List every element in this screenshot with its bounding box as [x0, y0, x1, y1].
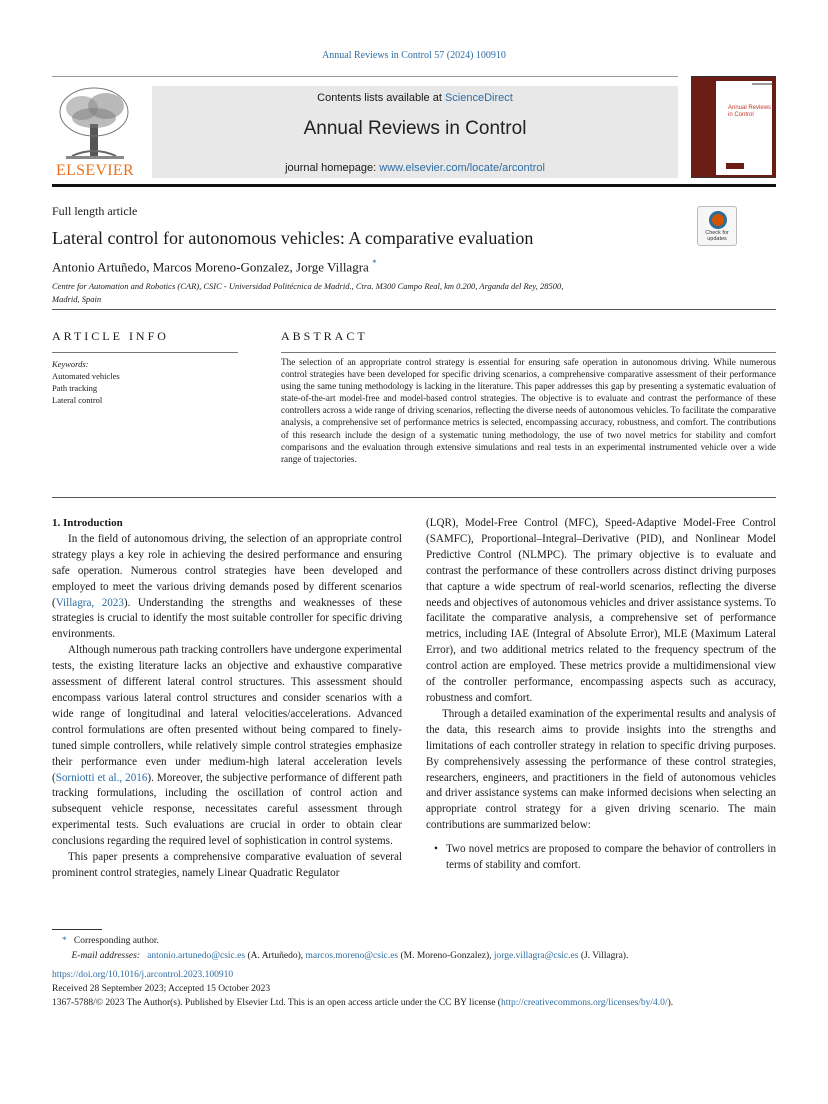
- article-title: Lateral control for autonomous vehicles: A comparative evaluation: [52, 228, 534, 248]
- bullet-mark: •: [434, 843, 438, 856]
- keywords-label: Keywords:: [52, 359, 89, 369]
- paragraph-text: ). Moreover, the subjective performance of different path tracking formulations, including the oscillation of control action and subsequent vehicle response, necessitates careful assessment through experimental tests. Such evaluations are crucial in order to obtain clear conclusions regarding the required level of sophistication in control systems.: [52, 771, 403, 848]
- email-link[interactable]: marcos.moreno@csic.es: [305, 951, 399, 961]
- journal-cover-thumbnail[interactable]: [691, 76, 776, 178]
- body-column-right: [426, 516, 776, 874]
- divider: [52, 497, 776, 498]
- paragraph: This paper presents a comprehensive comparative evaluation of several prominent control strategies, namely Linear Quadratic Regulator: [52, 851, 402, 879]
- email-link[interactable]: antonio.artunedo@csic.es: [147, 951, 246, 961]
- divider: [52, 309, 776, 310]
- paragraph-text: ). Understanding the strengths and weaknesses of these strategies is crucial to identify the most suitable controller for specific driving environments.: [52, 596, 402, 641]
- email-owner: (A. Artuñedo),: [245, 951, 306, 961]
- citation-link[interactable]: Villagra, 2023: [55, 596, 124, 609]
- doi-link[interactable]: https://doi.org/10.1016/j.arcontrol.2023.100910: [52, 970, 234, 980]
- journal-citation-link[interactable]: Annual Reviews in Control 57 (2024) 100910: [322, 50, 506, 61]
- homepage-prefix: journal homepage:: [285, 162, 380, 174]
- email-note: [62, 949, 628, 964]
- check-updates-label: Check for updates: [705, 230, 729, 242]
- section-heading: 1. Introduction: [52, 517, 123, 529]
- license-note: [52, 998, 673, 1008]
- paragraph: (LQR), Model-Free Control (MFC), Speed-Adaptive Model-Free Control (SAMFC), Proportional–Integral–Derivative (PID), and Nonlinear Model Predictive Control (NLMPC). The primary objective is to evaluate and contrast the performance of these controllers across distinct driving purposes that capture a wide spectrum of real-world scenarios, reflecting the diverse needs and objectives of autonomous vehicles and driver assistance systems. To facilitate the comparative analysis, a comprehensive set of performance metrics, including IAE (Integral of Absolute Error), MLE (Maximum Lateral Error), and two additional metrics related to the frequency spectrum of the control action are employed. These metrics provide a multidimensional view of the controller performance, encompassing aspects such as accuracy, robustness and comfort.: [426, 517, 776, 704]
- cover-detail: [752, 83, 772, 85]
- paragraph: [52, 643, 402, 850]
- paragraph-text: In the field of autonomous driving, the selection of an appropriate control strategy plays a key role in achieving the desired performance and ensuring safe operation. Numerous control strategies have been developed and employed to meet the various driving demands posed by different scenarios (: [52, 532, 402, 609]
- license-text: 1367-5788/© 2023 The Author(s). Published by Elsevier Ltd. This is an open access article under the CC BY license (: [52, 998, 501, 1008]
- paragraph-text: Although numerous path tracking controllers have undergone experimental tests, the existing literature lacks an objective and exhaustive comparative assessment of different lateral control structures. This assessment should encompass various lateral control structures and consider scenarios with a wide range of longitudinal and lateral velocities/accelerations. Advanced control formulations are often presented without being compared to finely-tuned simple controllers, while relatively simple control strategies emphasize their performance even under medium-high lateral acceleration levels (: [52, 644, 402, 784]
- sciencedirect-link[interactable]: ScienceDirect: [444, 92, 513, 104]
- author-affiliation: Centre for Automation and Robotics (CAR), CSIC - Universidad Politécnica de Madrid., Ctra. M300 Campo Real, km 0.200, Arganda del Rey, 28500, Madrid, Spain: [52, 281, 564, 304]
- keywords-block: [52, 358, 120, 406]
- footnotes: [62, 934, 628, 964]
- email-owner: (M. Moreno-Gonzalez),: [398, 951, 494, 961]
- cover-ifac-mark: [726, 163, 744, 169]
- check-for-updates-button[interactable]: [697, 206, 737, 246]
- check-updates-icon: [709, 211, 727, 229]
- email-label: E-mail addresses:: [71, 951, 141, 961]
- contents-prefix: Contents lists available at: [317, 92, 445, 104]
- journal-name: Annual Reviews in Control: [303, 118, 527, 139]
- citation-link[interactable]: Sorniotti et al., 2016: [55, 771, 148, 784]
- body-column-left: [52, 516, 402, 882]
- divider: [52, 76, 678, 77]
- paragraph: [52, 532, 402, 643]
- homepage-line: [152, 162, 678, 174]
- contents-line: [152, 92, 678, 104]
- cover-page: [716, 81, 772, 175]
- divider: [281, 352, 776, 353]
- footnote-star: *: [62, 936, 67, 946]
- contribution-bullet: [426, 842, 776, 874]
- email-owner: (J. Villagra).: [578, 951, 629, 961]
- article-type: Full length article: [52, 204, 138, 218]
- divider: [52, 352, 238, 353]
- journal-homepage-link[interactable]: www.elsevier.com/locate/arcontrol: [379, 162, 545, 174]
- corresponding-note: [62, 934, 628, 949]
- paragraph: Through a detailed examination of the experimental results and analysis of the data, this research aims to provide insights into the strengths and limitations of each controller strategy in relation to specific driving purposes. By comprehensively assessing the performance of these control strategies, researchers, engineers, and practitioners in the field of autonomous vehicles and driver assistance systems can make informed decisions when selecting an appropriate control strategy for a given driving scenario. The main contributions are summarized below:: [426, 707, 776, 832]
- article-info-heading: ARTICLE INFO: [52, 329, 169, 343]
- email-link[interactable]: jorge.villagra@csic.es: [493, 951, 579, 961]
- authors-names[interactable]: Antonio Artuñedo, Marcos Moreno-Gonzalez, Jorge Villagra: [52, 259, 369, 275]
- corresponding-text: Corresponding author.: [73, 936, 159, 946]
- received-dates: Received 28 September 2023; Accepted 15 October 2023: [52, 984, 271, 994]
- keyword: Path tracking: [52, 383, 98, 393]
- header-divider: [52, 184, 776, 187]
- abstract-text: The selection of an appropriate control strategy is essential for ensuring safe operation in autonomous driving. While numerous control strategies have been developed for specific driving scenarios, a comprehensive comparative assessment of their performance using the same tuning methodology is lacking in the literature. This paper addresses this gap by presenting a systematic evaluation of state-of-the-art model-free and model-based control strategies. The objective is to evaluate and contrast the performance of these controllers across a wide range of driving scenarios, reflecting the diverse needs of autonomous vehicles. To facilitate the comparative analysis, a comprehensive set of performance metrics is selected, encompassing accuracy, robustness, and comfort. The contributions of this research include the design of a systematic tuning methodology, the use of two novel metrics for stability and comfort comparisons and the evaluation through extensive simulations and real tests in an experimental instrumented vehicle over a wide range of trajectories.: [281, 357, 776, 464]
- keyword: Automated vehicles: [52, 371, 120, 381]
- footnote-divider: [52, 929, 102, 930]
- license-link[interactable]: http://creativecommons.org/licenses/by/4.0/: [500, 998, 668, 1008]
- abstract-heading: ABSTRACT: [281, 329, 368, 343]
- author-list: [52, 258, 377, 275]
- license-text: ).: [667, 998, 674, 1008]
- keyword: Lateral control: [52, 395, 103, 405]
- cover-title: Annual Reviews in Control: [728, 105, 772, 118]
- journal-banner: [152, 86, 678, 178]
- corresponding-author-mark[interactable]: *: [372, 258, 377, 268]
- publisher-wordmark: ELSEVIER: [56, 162, 134, 179]
- bullet-text: Two novel metrics are proposed to compare the behavior of controllers in terms of stability and comfort.: [446, 843, 776, 872]
